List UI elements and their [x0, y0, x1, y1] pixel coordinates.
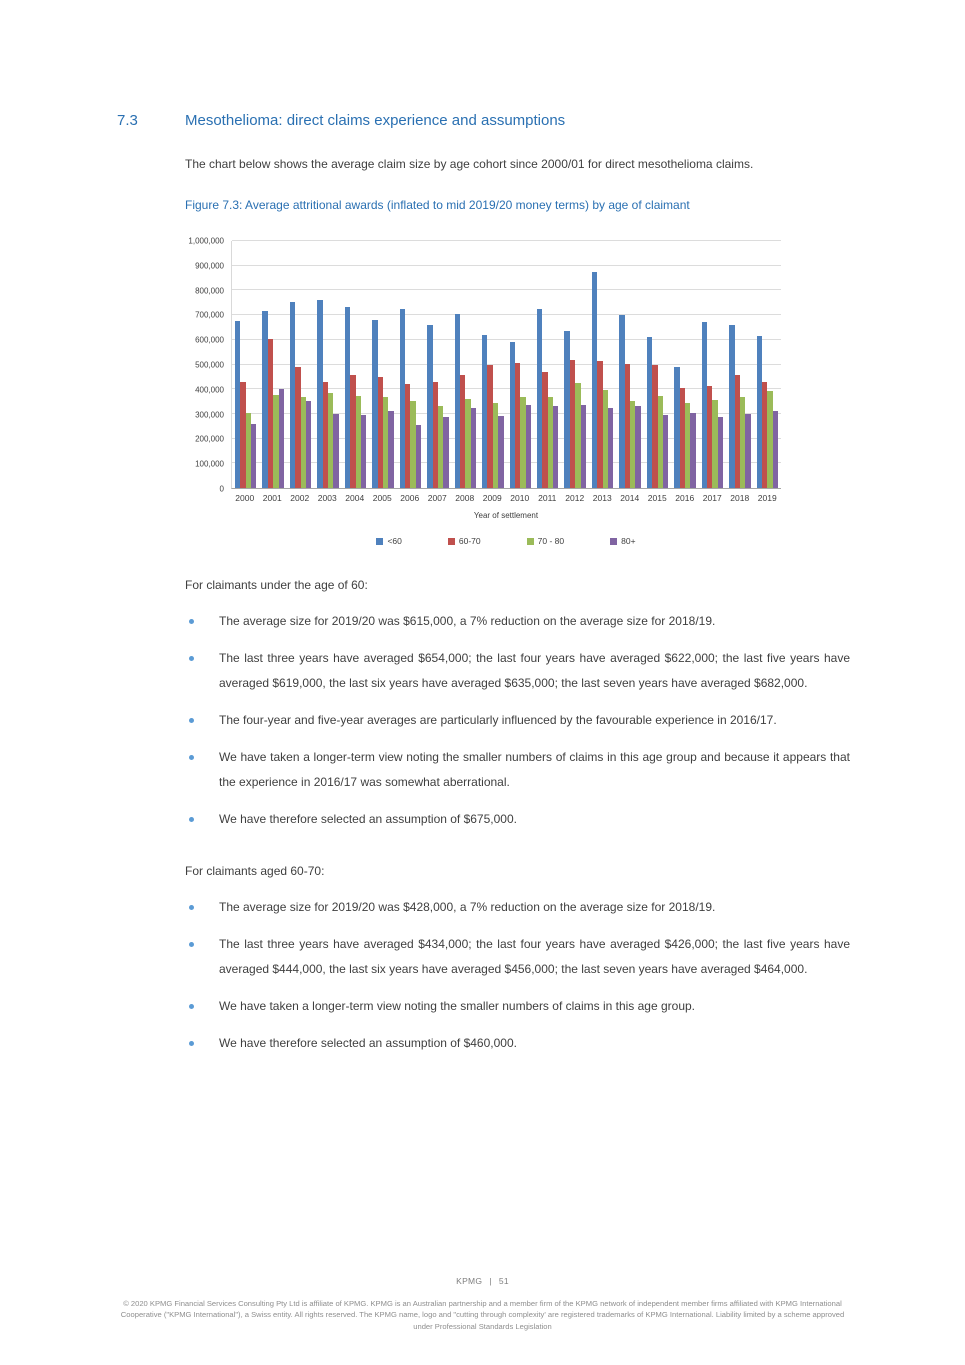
section-intro: For claimants under the age of 60:: [185, 578, 368, 592]
bar-group-2003: [314, 241, 341, 488]
footer-brand: KPMG: [456, 1275, 483, 1286]
y-axis-tick-label: 800,000: [195, 286, 224, 296]
bullet-item: [185, 1031, 850, 1056]
bar-group-2015: [644, 241, 671, 488]
y-axis-tick-label: 400,000: [195, 385, 224, 395]
bullet-text: The four-year and five-year averages are particularly influenced by the favourable experience in 2016/17.: [219, 713, 777, 727]
x-axis-tick-label: 2015: [647, 493, 667, 503]
x-axis-tick-label: 2005: [372, 493, 392, 503]
y-axis-tick-label: 1,000,000: [188, 236, 224, 246]
y-axis-tick-label: 0: [219, 484, 224, 494]
bullet-icon: [189, 942, 194, 947]
x-axis-tick-label: 2013: [592, 493, 612, 503]
bar-group-2012: [561, 241, 588, 488]
bar-group-2013: [589, 241, 616, 488]
legend-item: [610, 536, 635, 546]
x-axis-tick-label: 2018: [730, 493, 750, 503]
bullet-list-under-60: [185, 609, 850, 832]
bar: [471, 408, 476, 488]
bar: [773, 411, 778, 488]
page-number-line: [0, 1276, 965, 1286]
intro-paragraph: The chart below shows the average claim size by age cohort since 2000/01 for direct mesothelioma claims.: [185, 157, 754, 171]
bullet-text: The last three years have averaged $434,000; the last four years have averaged $426,000; the last five years have averaged $444,000, the last six years have averaged $456,000; the last seven years have averaged $464,000.: [219, 937, 850, 976]
x-axis-tick-label: 2002: [290, 493, 310, 503]
x-axis-tick-label: 2000: [235, 493, 255, 503]
bar-group-2007: [424, 241, 451, 488]
bar-group-2018: [726, 241, 753, 488]
section-heading: [117, 112, 850, 129]
bullet-item: [185, 807, 850, 832]
section-60-70: [185, 859, 850, 1056]
bullet-text: We have taken a longer-term view noting the smaller numbers of claims in this age group and because it appears that the experience in 2016/17 was somewhat aberrational.: [219, 750, 850, 789]
bar-group-2010: [507, 241, 534, 488]
bar: [663, 415, 668, 488]
section-intro: For claimants aged 60-70:: [185, 864, 325, 878]
legend-item: [527, 536, 564, 546]
bullet-item: [185, 745, 850, 795]
bar: [635, 406, 640, 488]
figure-caption: Figure 7.3: Average attritional awards (inflated to mid 2019/20 money terms) by age of claimant: [185, 198, 690, 212]
x-axis-tick-label: 2014: [620, 493, 640, 503]
y-axis-tick-label: 200,000: [195, 434, 224, 444]
footer-page-number: 51: [498, 1275, 509, 1286]
bullet-text: The average size for 2019/20 was $615,000, a 7% reduction on the average size for 2018/19.: [219, 614, 716, 628]
bar: [306, 401, 311, 488]
bar: [333, 414, 338, 488]
y-axis-tick-label: 600,000: [195, 335, 224, 345]
bar-group-2019: [754, 241, 781, 488]
bar: [279, 389, 284, 488]
x-axis-tick-label: 2010: [510, 493, 530, 503]
bullet-text: We have therefore selected an assumption of $675,000.: [219, 812, 517, 826]
legend-swatch-icon: [610, 538, 617, 545]
bar: [388, 411, 393, 488]
bar-group-2000: [232, 241, 259, 488]
page-footer: [0, 1276, 965, 1333]
x-axis-tick-label: 2001: [262, 493, 282, 503]
bar: [251, 424, 256, 488]
x-axis-tick-label: 2006: [400, 493, 420, 503]
x-axis-tick-label: 2008: [455, 493, 475, 503]
y-axis-tick-label: 900,000: [195, 261, 224, 271]
bar: [526, 405, 531, 488]
bar: [581, 405, 586, 488]
chart-x-axis: [231, 493, 781, 503]
bar-group-2004: [342, 241, 369, 488]
copyright-text: © 2020 KPMG Financial Services Consulting Pty Ltd is affiliate of KPMG. KPMG is an Australian partnership and a member firm of the KPMG network of independent member firms affiliated with KPMG International Cooperative ("KPMG International"), a Swiss entity. All rights reserved. The KPMG name, logo and "cutting through complexity' are registered trademarks of KPMG International. Liability limited by a scheme approved under Professional Standards Legislation: [120, 1298, 845, 1331]
x-axis-tick-label: 2009: [482, 493, 502, 503]
bar-group-2001: [259, 241, 286, 488]
y-axis-tick-label: 500,000: [195, 360, 224, 370]
chart-plot-area: [231, 241, 781, 489]
x-axis-tick-label: 2017: [702, 493, 722, 503]
bar-group-2017: [699, 241, 726, 488]
section-under-60: [185, 573, 850, 832]
y-axis-tick-label: 300,000: [195, 410, 224, 420]
bullet-icon: [189, 619, 194, 624]
bullet-item: [185, 609, 850, 634]
bar-group-2005: [369, 241, 396, 488]
bullet-list-60-70: [185, 895, 850, 1056]
bar-group-2002: [287, 241, 314, 488]
bullet-item: [185, 895, 850, 920]
bullet-item: [185, 932, 850, 982]
bar-group-2014: [616, 241, 643, 488]
bullet-icon: [189, 1004, 194, 1009]
bar: [553, 406, 558, 488]
y-axis-tick-label: 100,000: [195, 459, 224, 469]
x-axis-tick-label: 2012: [565, 493, 585, 503]
chart-y-axis: [185, 236, 231, 494]
x-axis-tick-label: 2007: [427, 493, 447, 503]
bullet-icon: [189, 817, 194, 822]
bar: [498, 416, 503, 488]
bullet-item: [185, 708, 850, 733]
bullet-icon: [189, 656, 194, 661]
bar-group-2008: [452, 241, 479, 488]
x-axis-tick-label: 2016: [675, 493, 695, 503]
x-axis-tick-label: 2003: [317, 493, 337, 503]
bar-group-2009: [479, 241, 506, 488]
legend-swatch-icon: [527, 538, 534, 545]
legend-label: 60-70: [458, 536, 481, 546]
bullet-item: [185, 646, 850, 696]
legend-label: 80+: [621, 536, 636, 546]
page-title: Mesothelioma: direct claims experience and assumptions: [185, 112, 566, 129]
bar-group-2006: [397, 241, 424, 488]
bullet-text: We have taken a longer-term view noting the smaller numbers of claims in this age group.: [219, 999, 696, 1013]
bullet-icon: [189, 905, 194, 910]
x-axis-tick-label: 2019: [757, 493, 777, 503]
legend-item: [376, 536, 401, 546]
bar-group-2016: [671, 241, 698, 488]
bar: [718, 417, 723, 488]
y-axis-tick-label: 700,000: [195, 310, 224, 320]
chart-bar-groups: [232, 241, 781, 488]
legend-swatch-icon: [376, 538, 383, 545]
legend-label: 70 - 80: [537, 536, 565, 546]
bar: [361, 415, 366, 488]
section-number: 7.3: [117, 112, 138, 129]
figure-chart: [185, 236, 781, 546]
bar: [690, 413, 695, 488]
bullet-icon: [189, 718, 194, 723]
legend-swatch-icon: [448, 538, 455, 545]
x-axis-tick-label: 2011: [538, 493, 557, 503]
bullet-text: The last three years have averaged $654,000; the last four years have averaged $622,000; the last five years have averaged $619,000, the last six years have averaged $635,000; the last seven years have averaged $682,000.: [219, 651, 850, 690]
bar: [416, 425, 421, 488]
bullet-text: The average size for 2019/20 was $428,000, a 7% reduction on the average size for 2018/19.: [219, 900, 716, 914]
chart-x-axis-title: Year of settlement: [473, 511, 539, 520]
bullet-text: We have therefore selected an assumption of $460,000.: [219, 1036, 517, 1050]
legend-label: <60: [387, 536, 402, 546]
footer-separator: |: [489, 1275, 492, 1286]
bar: [745, 414, 750, 488]
bar-group-2011: [534, 241, 561, 488]
bar: [443, 417, 448, 488]
bullet-icon: [189, 1041, 194, 1046]
bullet-item: [185, 994, 850, 1019]
bar: [608, 408, 613, 488]
x-axis-tick-label: 2004: [345, 493, 365, 503]
chart-legend: [231, 536, 781, 546]
legend-item: [448, 536, 481, 546]
bullet-icon: [189, 755, 194, 760]
